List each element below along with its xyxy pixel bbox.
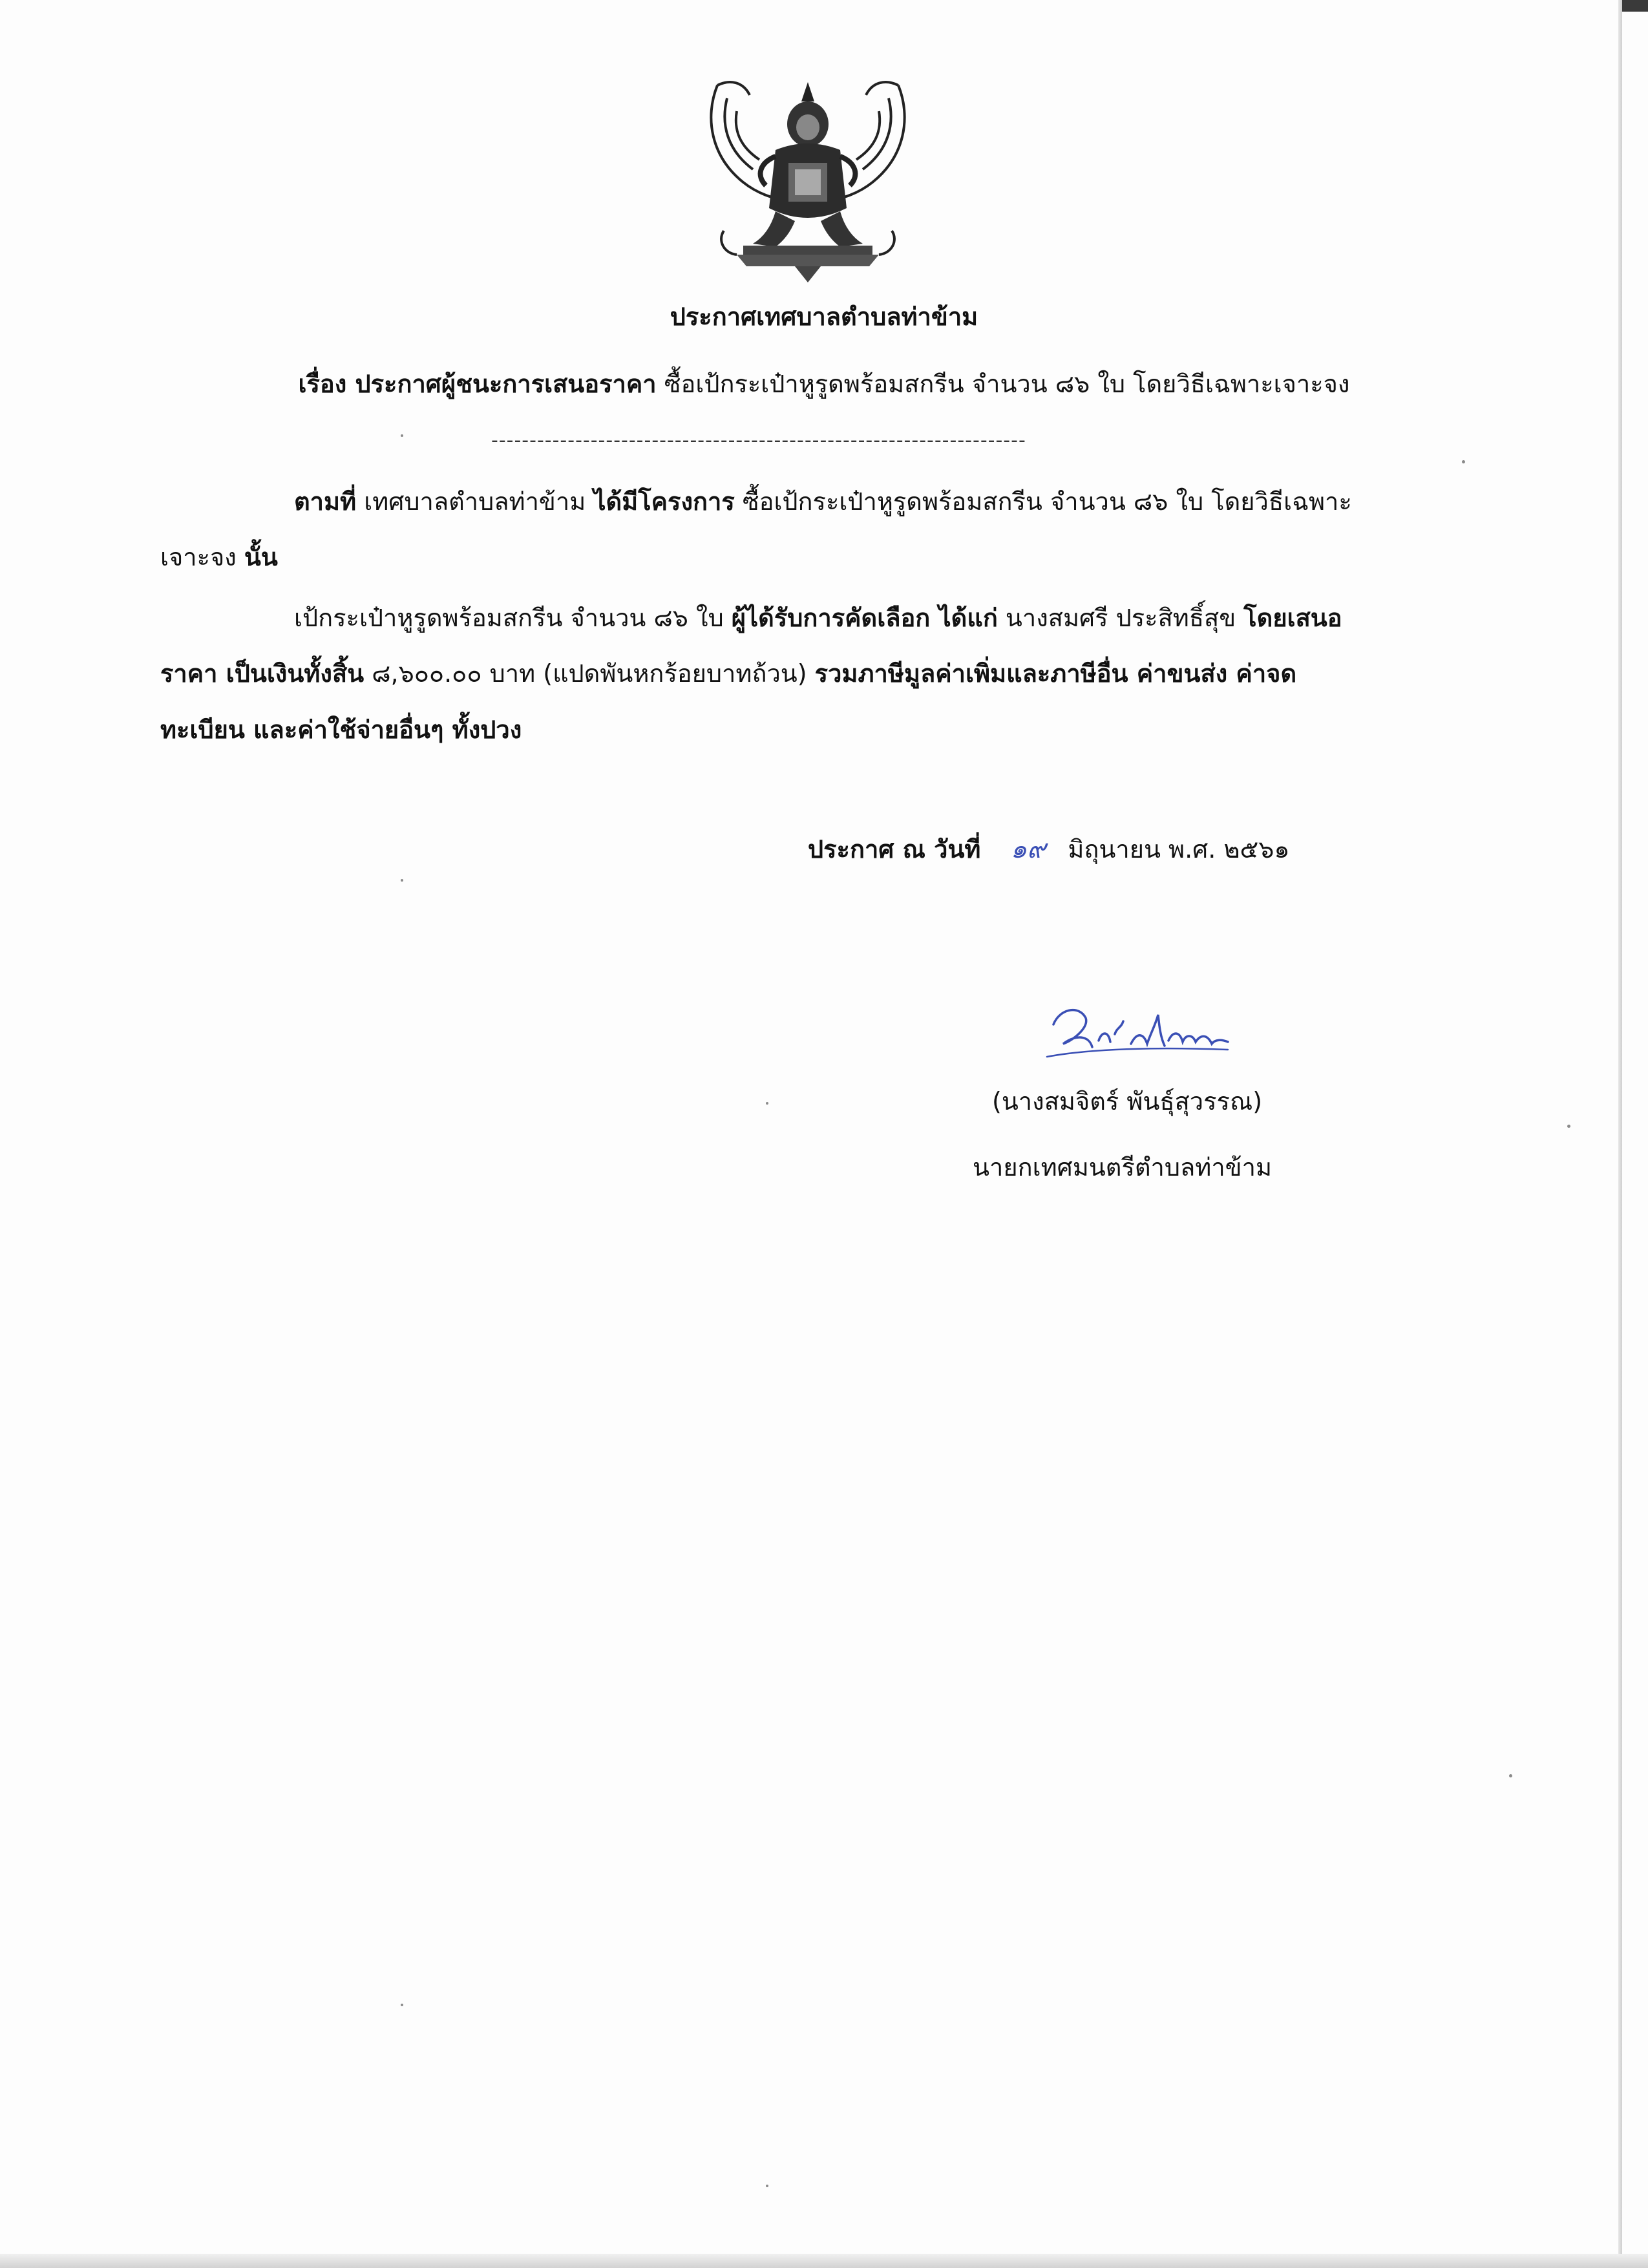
scan-speck bbox=[1567, 1125, 1570, 1128]
p2-line2-bold-a: ราคา เป็นเงินทั้งสิ้น bbox=[160, 659, 364, 688]
p2-text-a: เป้กระเป๋าหูรูดพร้อมสกรีน จำนวน ๘๖ ใบ bbox=[294, 604, 732, 632]
scan-speck bbox=[766, 1102, 768, 1105]
paragraph-2-line-1 bbox=[294, 602, 1342, 633]
heading-separator: ---------------------------------------------------------------------- bbox=[491, 429, 1026, 452]
paragraph-2-line-2 bbox=[160, 658, 1296, 689]
signatory-name: (นางสมจิตร์ พันธุ์สุวรรณ) bbox=[992, 1087, 1263, 1116]
paragraph-1-line-1 bbox=[294, 486, 1352, 517]
scan-page-edge-bottom bbox=[0, 2254, 1648, 2268]
scan-page-edge-right bbox=[1618, 0, 1622, 2268]
p2-bold-d: โดยเสนอ bbox=[1243, 604, 1342, 632]
p2-line2-text-b: ๘,๖๐๐.๐๐ บาท (แปดพันหกร้อยบาทถ้วน) bbox=[364, 659, 815, 688]
scan-speck bbox=[401, 2004, 403, 2006]
p1-lead: ตามที่ bbox=[294, 487, 357, 516]
subject-rest: ซื้อเป้กระเป๋าหูรูดพร้อมสกรีน จำนวน ๘๖ ใบ โดยวิธีเฉพาะเจาะจง bbox=[664, 370, 1350, 398]
scan-speck bbox=[766, 2185, 768, 2187]
paragraph-2-line-3: ทะเบียน และค่าใช้จ่ายอื่นๆ ทั้งปวง bbox=[160, 715, 522, 744]
signatory-position: นายกเทศมนตรีตำบลท่าข้าม bbox=[973, 1153, 1273, 1182]
signature-icon bbox=[1041, 995, 1234, 1066]
p1-line2-text: เจาะจง bbox=[160, 543, 244, 571]
garuda-emblem-icon bbox=[698, 72, 918, 286]
scan-corner-mark bbox=[1622, 0, 1648, 12]
announcement-date bbox=[808, 834, 1290, 865]
scan-speck bbox=[401, 879, 403, 882]
p2-text-c: นางสมศรี ประสิทธิ์สุข bbox=[997, 604, 1244, 632]
p1-text-a: เทศบาลตำบลท่าข้าม bbox=[356, 487, 594, 516]
scan-speck bbox=[401, 434, 403, 437]
p2-bold-b: ผู้ได้รับการคัดเลือก ได้แก่ bbox=[731, 604, 998, 632]
p1-bold-b: ได้มีโครงการ bbox=[593, 487, 735, 516]
date-prefix: ประกาศ ณ วันที่ bbox=[808, 835, 981, 864]
p2-line2-bold-c: รวมภาษีมูลค่าเพิ่มและภาษีอื่น ค่าขนส่ง ค่าจด bbox=[814, 659, 1297, 688]
document-issuer: ประกาศเทศบาลตำบลท่าข้าม bbox=[670, 302, 978, 331]
scan-speck bbox=[1509, 1774, 1512, 1777]
subject-prefix: เรื่อง ประกาศผู้ชนะการเสนอราคา bbox=[298, 370, 657, 398]
p1-text-c: ซื้อเป้กระเป๋าหูรูดพร้อมสกรีน จำนวน ๘๖ ใบ โดยวิธีเฉพาะ bbox=[734, 487, 1352, 516]
document-subject bbox=[0, 368, 1648, 399]
date-month-year: มิถุนายน พ.ศ. ๒๕๖๑ bbox=[1068, 835, 1290, 864]
paragraph-1-line-2 bbox=[160, 542, 278, 573]
date-day-handwritten: ๑๙ bbox=[1010, 834, 1046, 864]
p1-line2-bold: นั้น bbox=[244, 543, 278, 571]
scan-speck bbox=[1462, 460, 1465, 463]
